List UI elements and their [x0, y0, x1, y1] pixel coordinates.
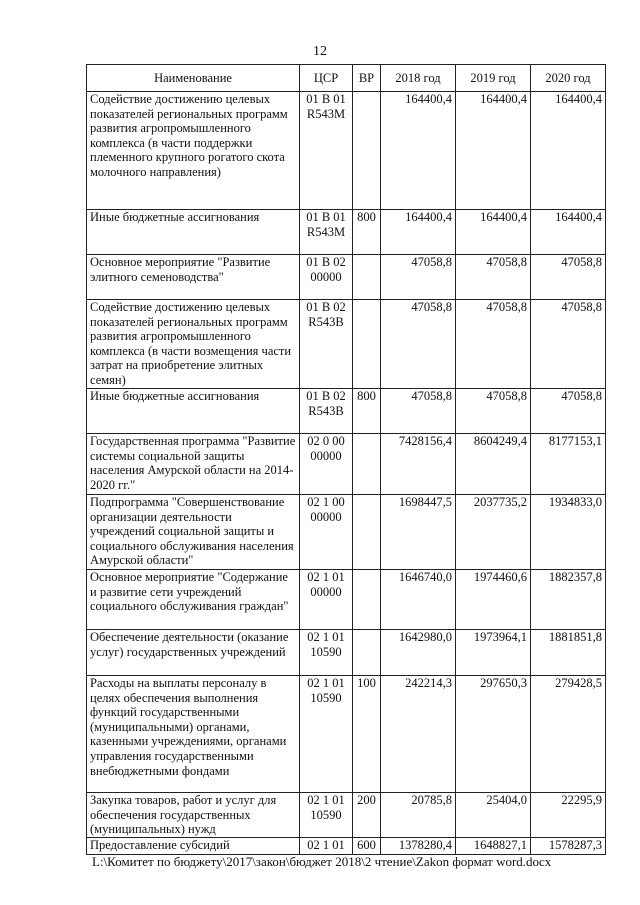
cell-2020: 1882357,8: [531, 570, 606, 630]
page-number: 12: [313, 44, 327, 59]
cell-2020: 164400,4: [531, 92, 606, 210]
cell-2018: 164400,4: [381, 210, 456, 255]
cell-csr: 02 1 01 10590: [300, 676, 353, 793]
cell-2018: 164400,4: [381, 92, 456, 210]
cell-vr: 200: [353, 793, 381, 838]
cell-vr: [353, 300, 381, 389]
header-2018: 2018 год: [381, 65, 456, 92]
cell-name: Иные бюджетные ассигнования: [87, 210, 300, 255]
cell-2018: 1698447,5: [381, 495, 456, 570]
cell-2020: 47058,8: [531, 255, 606, 300]
cell-2018: 20785,8: [381, 793, 456, 838]
cell-2018: 47058,8: [381, 300, 456, 389]
cell-2018: 47058,8: [381, 389, 456, 434]
cell-2019: 1973964,1: [456, 630, 531, 676]
cell-vr: 600: [353, 838, 381, 855]
cell-2020: 164400,4: [531, 210, 606, 255]
file-path-footer: L:\Комитет по бюджету\2017\закон\бюджет 2018\2 чтение\Zakon формат word.docx: [92, 854, 552, 869]
header-2019: 2019 год: [456, 65, 531, 92]
cell-2019: 47058,8: [456, 300, 531, 389]
table-row: [87, 434, 606, 495]
cell-vr: [353, 630, 381, 676]
table-header-row: [87, 65, 606, 92]
cell-2020: 279428,5: [531, 676, 606, 793]
cell-2019: 1648827,1: [456, 838, 531, 855]
table-row: [87, 630, 606, 676]
cell-csr: 02 1 01: [300, 838, 353, 855]
header-vr: ВР: [353, 65, 381, 92]
cell-vr: [353, 92, 381, 210]
cell-name: Закупка товаров, работ и услуг для обеспечения государственных (муниципальных) нужд: [87, 793, 300, 838]
header-2020: 2020 год: [531, 65, 606, 92]
cell-name: Содействие достижению целевых показателей региональных программ развития агропромышленного комплекса (в части возмещения части затрат на приобретение элитных семян): [87, 300, 300, 389]
budget-table: [86, 64, 606, 855]
cell-name: Обеспечение деятельности (оказание услуг) государственных учреждений: [87, 630, 300, 676]
cell-2020: 47058,8: [531, 300, 606, 389]
cell-vr: [353, 434, 381, 495]
cell-2018: 7428156,4: [381, 434, 456, 495]
cell-2018: 1378280,4: [381, 838, 456, 855]
cell-csr: 02 0 00 00000: [300, 434, 353, 495]
cell-2018: 47058,8: [381, 255, 456, 300]
cell-name: Предоставление субсидий: [87, 838, 300, 855]
cell-csr: 02 1 00 00000: [300, 495, 353, 570]
cell-vr: [353, 255, 381, 300]
cell-2019: 1974460,6: [456, 570, 531, 630]
cell-2018: 1642980,0: [381, 630, 456, 676]
cell-vr: 100: [353, 676, 381, 793]
cell-2020: 47058,8: [531, 389, 606, 434]
table-row: [87, 838, 606, 855]
cell-name: Государственная программа "Развитие системы социальной защиты населения Амурской области на 2014-2020 гг.": [87, 434, 300, 495]
cell-2019: 8604249,4: [456, 434, 531, 495]
cell-vr: [353, 570, 381, 630]
cell-2019: 47058,8: [456, 255, 531, 300]
cell-name: Подпрограмма "Совершенствование организации деятельности учреждений социальной защиты и социального обслуживания населения Амурской области": [87, 495, 300, 570]
cell-2019: 2037735,2: [456, 495, 531, 570]
header-name: Наименование: [87, 65, 300, 92]
cell-2019: 164400,4: [456, 92, 531, 210]
table-row: [87, 570, 606, 630]
table-row: [87, 495, 606, 570]
cell-2020: 22295,9: [531, 793, 606, 838]
cell-2020: 1881851,8: [531, 630, 606, 676]
cell-2020: 1934833,0: [531, 495, 606, 570]
cell-2019: 25404,0: [456, 793, 531, 838]
header-csr: ЦСР: [300, 65, 353, 92]
cell-name: Расходы на выплаты персоналу в целях обеспечения выполнения функций государственными (муниципальными) органами, казенными учреждениями, органами управления государственными внебюджетными фондами: [87, 676, 300, 793]
table-row: [87, 389, 606, 434]
cell-name: Основное мероприятие "Развитие элитного семеноводства": [87, 255, 300, 300]
cell-csr: 01 В 02 R543В: [300, 300, 353, 389]
table-row: [87, 300, 606, 389]
cell-csr: 02 1 01 10590: [300, 630, 353, 676]
cell-csr: 01 В 02 00000: [300, 255, 353, 300]
table-row: [87, 255, 606, 300]
cell-name: Основное мероприятие "Содержание и развитие сети учреждений социального обслуживания граждан": [87, 570, 300, 630]
cell-csr: 01 В 01 R543M: [300, 210, 353, 255]
cell-2020: 1578287,3: [531, 838, 606, 855]
cell-csr: 02 1 01 10590: [300, 793, 353, 838]
table-row: [87, 210, 606, 255]
cell-name: Содействие достижению целевых показателей региональных программ развития агропромышленного комплекса (в части поддержки племенного крупного рогатого скота молочного направления): [87, 92, 300, 210]
cell-2018: 1646740,0: [381, 570, 456, 630]
table-row: [87, 793, 606, 838]
cell-2019: 297650,3: [456, 676, 531, 793]
cell-2020: 8177153,1: [531, 434, 606, 495]
cell-vr: 800: [353, 389, 381, 434]
cell-csr: 01 В 01 R543M: [300, 92, 353, 210]
table-row: [87, 92, 606, 210]
cell-csr: 02 1 01 00000: [300, 570, 353, 630]
cell-2019: 164400,4: [456, 210, 531, 255]
cell-2019: 47058,8: [456, 389, 531, 434]
cell-csr: 01 В 02 R543В: [300, 389, 353, 434]
cell-name: Иные бюджетные ассигнования: [87, 389, 300, 434]
cell-vr: [353, 495, 381, 570]
table-row: [87, 676, 606, 793]
cell-vr: 800: [353, 210, 381, 255]
cell-2018: 242214,3: [381, 676, 456, 793]
